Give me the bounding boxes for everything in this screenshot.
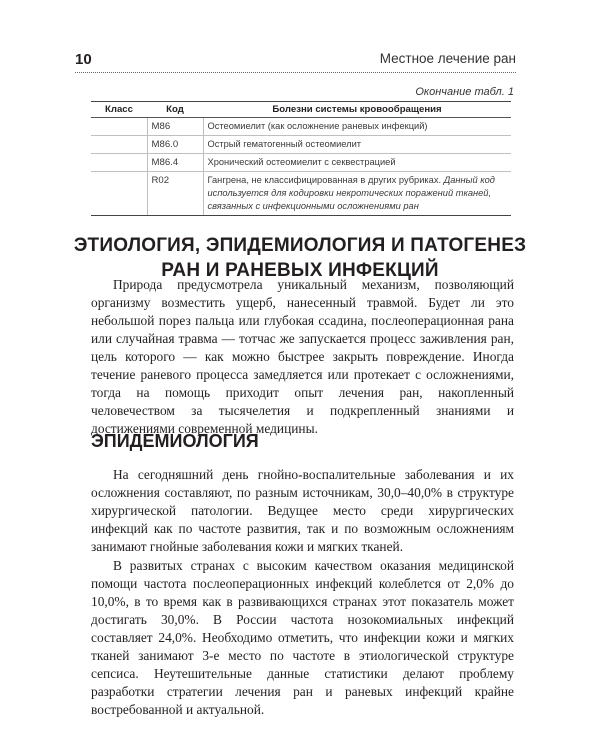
table-cell-description xyxy=(203,172,511,216)
column-header-diseases: Болезни системы кровообращения xyxy=(203,102,511,118)
table-cell-class xyxy=(91,154,147,172)
table-row xyxy=(91,136,511,154)
table-cell-class xyxy=(91,172,147,216)
section-title-line-2: РАН И РАНЕВЫХ ИНФЕКЦИЙ xyxy=(161,260,439,281)
column-header-class: Класс xyxy=(91,102,147,118)
subsection-title: ЭПИДЕМИОЛОГИЯ xyxy=(91,431,259,451)
table-cell-description: Хронический остеомиелит с секвестрацией xyxy=(203,154,511,172)
table-row xyxy=(91,118,511,136)
header-divider xyxy=(75,72,516,73)
etiology-paragraph: Природа предусмотрела уникальный механизм, позволяющий организму возместить ущерб, нанесенный травмой. Будет ли это небольшой порез пальца или глубокая ссадина, послеоперационная рана или случайная травма — тотчас же запускается процесс заживления ран, цель которого — как можно быстрее закрыть повреждение. Иногда течение раневого процесса замедляется или протекает с осложнениями, тогда на помощь приходит опыт лечения ран, накопленный человечеством за тысячелетия и подкрепленный знаниями и достижениями современной медицины. xyxy=(91,277,514,436)
page-number: 10 xyxy=(75,51,92,68)
epidemiology-paragraph-1: На сегодняшний день гнойно-воспалительные заболевания и их осложнения составляют, по разным источникам, 30,0–40,0% в структуре хирургической патологии. Ведущее место среди хирургических инфекций как по частоте развития, так и по возможным осложнениям занимают гнойные заболевания кожи и мягких тканей. xyxy=(91,467,514,554)
table-caption: Окончание табл. 1 xyxy=(415,86,514,98)
table-cell-code: R02 xyxy=(147,172,203,216)
column-header-code: Код xyxy=(147,102,203,118)
table-cell-class xyxy=(91,136,147,154)
table-cell-class xyxy=(91,118,147,136)
section-title-line-1: ЭТИОЛОГИЯ, ЭПИДЕМИОЛОГИЯ И ПАТОГЕНЕЗ xyxy=(73,235,527,256)
table-cell-code: M86.4 xyxy=(147,154,203,172)
epidemiology-paragraph-2: В развитых странах с высоким качеством оказания медицинской помощи частота послеоперационных инфекций колеблется от 2,0% до 10,0%, в то время как в развивающихся странах этот показатель может достигать 30,0%. В России частота нозокомиальных инфекций составляет 24,0%. Необходимо отметить, что инфекции кожи и мягких тканей занимают 3-е место по частоте в этиологической структуре сепсиса. Неутешительные данные статистики делают проблему разработки стратегии лечения ран и раневых инфекций крайне востребованной и актуальной. xyxy=(91,558,514,717)
running-title: Местное лечение ран xyxy=(379,51,516,66)
table-cell-code: M86.0 xyxy=(147,136,203,154)
description-text: Гангрена, не классифицированная в других рубриках. xyxy=(207,175,442,185)
table-row xyxy=(91,172,511,216)
table-cell-description: Остеомиелит (как осложнение раневых инфекций) xyxy=(203,118,511,136)
table-row xyxy=(91,154,511,172)
table-header-row xyxy=(91,102,511,118)
description-note: Данный код используется для кодировки некротических поражений тканей, связанных с инфекционными осложнениями ран xyxy=(207,175,495,211)
table-cell-description: Острый гематогенный остеомиелит xyxy=(203,136,511,154)
table-cell-code: M86 xyxy=(147,118,203,136)
icd-code-table xyxy=(91,101,511,216)
